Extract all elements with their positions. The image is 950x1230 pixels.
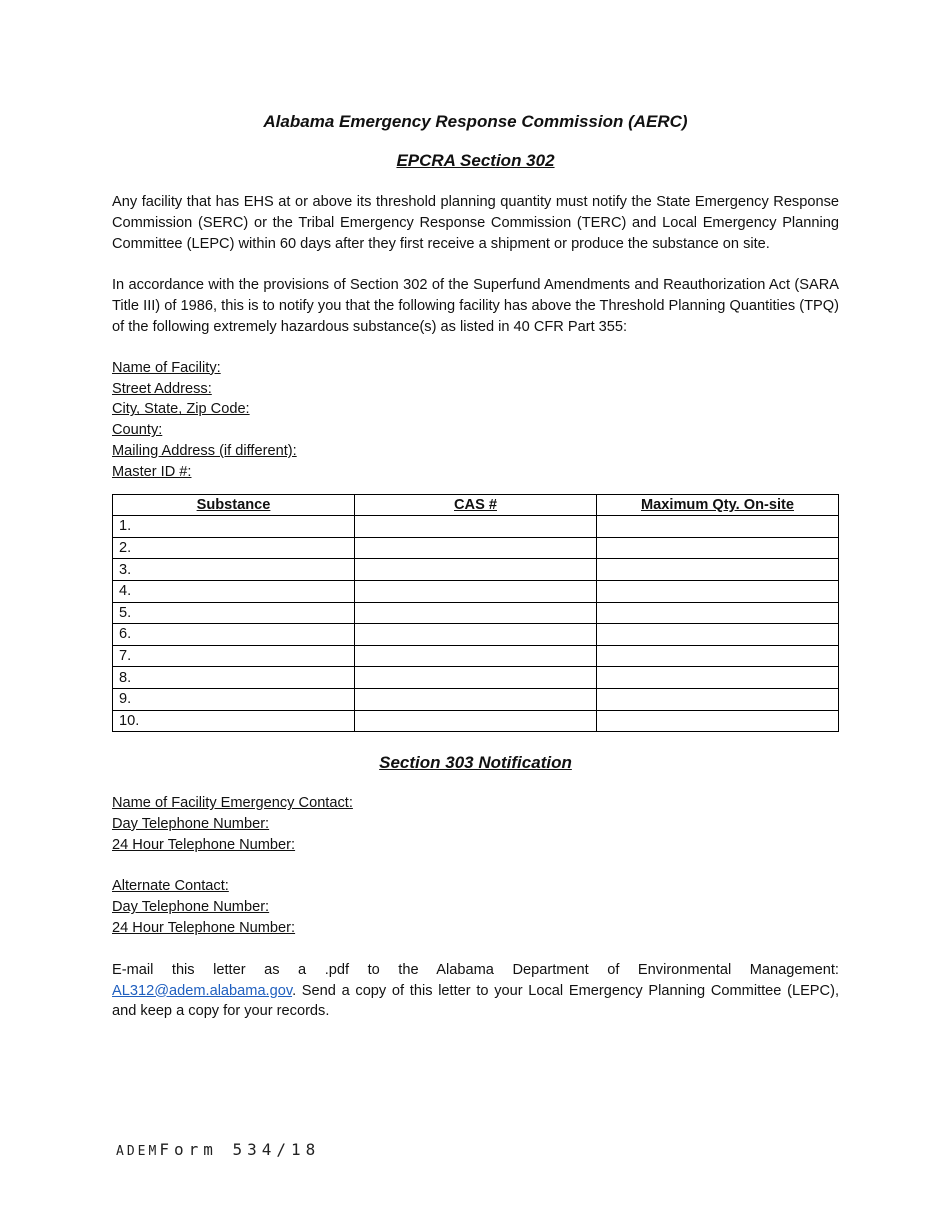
cas-cell[interactable] <box>355 710 597 732</box>
street-address-label: Street Address: <box>112 380 212 397</box>
alt-day-phone-label: Day Telephone Number: <box>112 899 270 916</box>
substance-cell[interactable]: 3. <box>113 559 355 581</box>
alt-day-phone-field <box>112 897 839 918</box>
max-qty-cell[interactable] <box>597 559 839 581</box>
page-title: Alabama Emergency Response Commission (AERC) <box>263 112 688 131</box>
footer-form-number: Form 534/18 <box>159 1140 321 1159</box>
day-phone-label: Day Telephone Number: <box>112 815 270 832</box>
substance-cell[interactable]: 4. <box>113 580 355 602</box>
email-link[interactable]: AL312@adem.alabama.gov <box>112 982 293 999</box>
emergency-contact-label: Name of Facility Emergency Contact: <box>112 795 353 812</box>
street-address-field <box>112 379 839 400</box>
cas-cell[interactable] <box>355 624 597 646</box>
facility-fields <box>112 358 839 483</box>
max-qty-cell[interactable] <box>597 624 839 646</box>
facility-name-field <box>112 358 839 379</box>
page-subtitle: EPCRA Section 302 <box>396 151 555 170</box>
max-qty-cell[interactable] <box>597 516 839 538</box>
substance-cell[interactable]: 8. <box>113 667 355 689</box>
alternate-contact-field <box>112 876 839 897</box>
cas-cell[interactable] <box>355 580 597 602</box>
table-row <box>113 645 839 667</box>
facility-name-label: Name of Facility: <box>112 359 221 376</box>
substance-header: Substance <box>113 494 355 516</box>
footer-agency: ADEM <box>116 1144 160 1159</box>
table-row <box>113 559 839 581</box>
day-phone-field <box>112 814 839 835</box>
substance-cell[interactable]: 5. <box>113 602 355 624</box>
alternate-contact-fields <box>112 876 839 938</box>
table-row <box>113 580 839 602</box>
max-qty-header: Maximum Qty. On-site <box>597 494 839 516</box>
table-row <box>113 516 839 538</box>
alt-hour24-phone-field <box>112 918 839 939</box>
cas-header: CAS # <box>355 494 597 516</box>
county-field <box>112 420 839 441</box>
cas-cell[interactable] <box>355 559 597 581</box>
max-qty-cell[interactable] <box>597 537 839 559</box>
alt-hour24-phone-label: 24 Hour Telephone Number: <box>112 920 296 937</box>
intro-paragraph-1: Any facility that has EHS at or above its threshold planning quantity must notify the State Emergency Response Commission (SERC) or the Tribal Emergency Response Commission (TERC) and Local Emergency Planning Committee (LEPC) within 60 days after they first receive a shipment or produce the substance on site. <box>112 194 839 252</box>
hour24-phone-label: 24 Hour Telephone Number: <box>112 836 296 853</box>
table-row <box>113 710 839 732</box>
section-303-title: Section 303 Notification <box>379 753 572 773</box>
form-footer <box>116 1140 320 1159</box>
substance-cell[interactable]: 7. <box>113 645 355 667</box>
closing-paragraph <box>112 960 839 1022</box>
city-state-zip-label: City, State, Zip Code: <box>112 401 250 418</box>
cas-cell[interactable] <box>355 645 597 667</box>
max-qty-cell[interactable] <box>597 645 839 667</box>
cas-cell[interactable] <box>355 688 597 710</box>
city-state-zip-field <box>112 399 839 420</box>
table-row <box>113 667 839 689</box>
closing-text-after: . Send a copy of this letter to your Local Emergency Planning Committee (LEPC), and keep a copy for your records. <box>112 982 839 1020</box>
substance-cell[interactable]: 2. <box>113 537 355 559</box>
substance-cell[interactable]: 1. <box>113 516 355 538</box>
max-qty-cell[interactable] <box>597 688 839 710</box>
substance-cell[interactable]: 10. <box>113 710 355 732</box>
emergency-contact-fields <box>112 793 839 855</box>
hour24-phone-field <box>112 835 839 856</box>
alternate-contact-label: Alternate Contact: <box>112 878 229 895</box>
table-header-row <box>113 494 839 516</box>
substance-table <box>112 494 839 733</box>
mailing-address-label: Mailing Address (if different): <box>112 442 297 459</box>
cas-cell[interactable] <box>355 516 597 538</box>
max-qty-cell[interactable] <box>597 602 839 624</box>
county-label: County: <box>112 422 163 439</box>
cas-cell[interactable] <box>355 602 597 624</box>
emergency-contact-field <box>112 793 839 814</box>
max-qty-cell[interactable] <box>597 710 839 732</box>
intro-paragraph-2: In accordance with the provisions of Section 302 of the Superfund Amendments and Reauthorization Act (SARA Title III) of 1986, this is to notify you that the following facility has above the Threshold Planning Quantities (TPQ) of the following extremely hazardous substance(s) as listed in 40 CFR Part 355: <box>112 277 839 335</box>
table-row <box>113 688 839 710</box>
master-id-label: Master ID #: <box>112 463 192 480</box>
cas-cell[interactable] <box>355 537 597 559</box>
max-qty-cell[interactable] <box>597 580 839 602</box>
substance-cell[interactable]: 9. <box>113 688 355 710</box>
max-qty-cell[interactable] <box>597 667 839 689</box>
substance-cell[interactable]: 6. <box>113 624 355 646</box>
mailing-address-field <box>112 441 839 462</box>
table-row <box>113 602 839 624</box>
closing-text-before: E-mail this letter as a .pdf to the Alabama Department of Environmental Management: <box>112 961 839 978</box>
document-page <box>112 108 839 1022</box>
table-row <box>113 624 839 646</box>
master-id-field <box>112 462 839 483</box>
cas-cell[interactable] <box>355 667 597 689</box>
table-row <box>113 537 839 559</box>
